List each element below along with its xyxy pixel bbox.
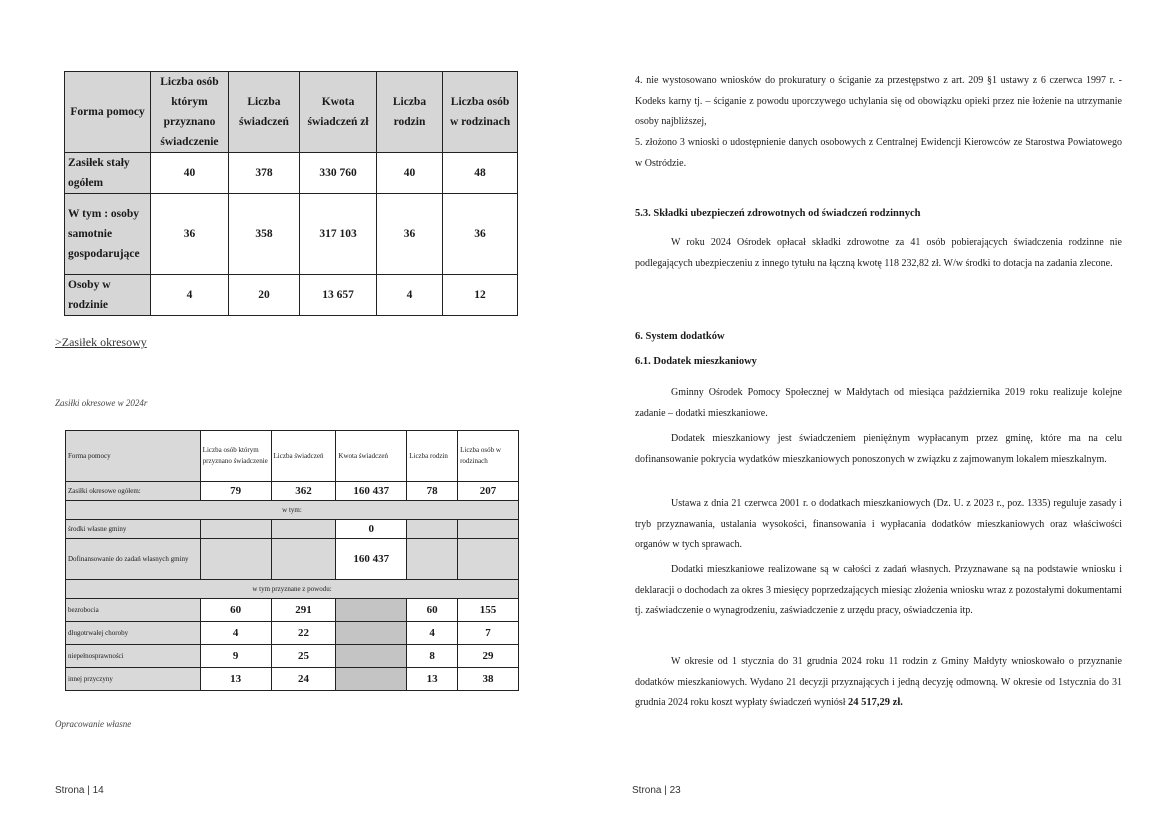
section-heading: 5.3. Składki ubezpieczeń zdrowotnych od świadczeń rodzinnych bbox=[635, 208, 921, 219]
table-header: Liczba osób w rodzinach bbox=[443, 72, 518, 153]
table-cell: 60 bbox=[407, 599, 458, 622]
table-cell bbox=[336, 622, 407, 645]
table-cell: 24 bbox=[271, 668, 336, 691]
table-header: Liczba osób którym przyznano świadczenie bbox=[200, 431, 271, 482]
table-cell bbox=[271, 539, 336, 580]
table-cell: 4 bbox=[200, 622, 271, 645]
section-heading: 6.1. Dodatek mieszkaniowy bbox=[635, 356, 757, 367]
source-note: Opracowanie własne bbox=[55, 719, 132, 729]
table-cell: 36 bbox=[376, 194, 442, 275]
table-cell: 40 bbox=[376, 153, 442, 194]
table-row bbox=[66, 482, 519, 501]
table-cell: 78 bbox=[407, 482, 458, 501]
table-cell: 4 bbox=[407, 622, 458, 645]
table-cell: 12 bbox=[443, 275, 518, 316]
table-row bbox=[66, 645, 519, 668]
row-label: Osoby w rodzinie bbox=[65, 275, 151, 316]
table-cell: 36 bbox=[443, 194, 518, 275]
row-label: innej przyczyny bbox=[66, 668, 201, 691]
table-cell: 13 bbox=[200, 668, 271, 691]
table-header: Liczba rodzin bbox=[376, 72, 442, 153]
paragraph: Dodatek mieszkaniowy jest świadczeniem pieniężnym wypłacanym przez gminę, które ma na celu dofinansowanie pokrycia wydatków mieszkaniowych ponoszonych w związku z zajmowanym lokalem mieszkalnym. bbox=[635, 433, 1122, 465]
housing-benefit-table bbox=[64, 71, 518, 316]
table-header: Forma pomocy bbox=[65, 72, 151, 153]
table-cell bbox=[336, 599, 407, 622]
table-header: Kwota świadczeń bbox=[336, 431, 407, 482]
paragraph: Gminny Ośrodek Pomocy Społecznej w Małdytach od miesiąca października 2019 roku realizuje kolejne zadanie – dodatki mieszkaniowe. bbox=[635, 387, 1122, 419]
row-label: Zasiłek stały ogółem bbox=[65, 153, 151, 194]
page-right bbox=[585, 0, 1170, 827]
table-cell: 160 437 bbox=[336, 482, 407, 501]
table-cell: 13 657 bbox=[300, 275, 377, 316]
paragraph-text: W okresie od 1 stycznia do 31 grudnia 2024 roku 11 rodzin z Gminy Małdyty wnioskowało o przyznanie dodatków mieszkaniowych. Wydano 21 decyzji przyznających i jedną decyzję odmowną. W okresie od 1stycznia do 31 grudnia 2024 roku koszt wypłaty świadczeń wyniósł bbox=[635, 656, 1122, 708]
section-heading: 6. System dodatków bbox=[635, 331, 725, 342]
table-cell: 25 bbox=[271, 645, 336, 668]
table-cell bbox=[200, 520, 271, 539]
page-number: Strona | 14 bbox=[55, 785, 104, 796]
table-cell: 207 bbox=[458, 482, 519, 501]
table-subheader: w tym przyznane z powodu: bbox=[66, 580, 519, 599]
table-cell bbox=[336, 668, 407, 691]
table-subheader-row bbox=[66, 580, 519, 599]
table-cell: 0 bbox=[336, 520, 407, 539]
table-row bbox=[66, 668, 519, 691]
table-cell: 291 bbox=[271, 599, 336, 622]
table-cell: 358 bbox=[228, 194, 299, 275]
table-row bbox=[65, 194, 518, 275]
table-cell: 4 bbox=[151, 275, 229, 316]
row-label: długotrwałej choroby bbox=[66, 622, 201, 645]
paragraph bbox=[635, 652, 1122, 714]
table-header: Kwota świadczeń zł bbox=[300, 72, 377, 153]
table-header: Liczba świadczeń bbox=[271, 431, 336, 482]
table-cell: 79 bbox=[200, 482, 271, 501]
table-cell bbox=[407, 539, 458, 580]
table-header-row bbox=[66, 431, 519, 482]
row-label: Dofinansowanie do zadań własnych gminy bbox=[66, 539, 201, 580]
table-cell: 9 bbox=[200, 645, 271, 668]
table-row bbox=[66, 539, 519, 580]
table-cell: 378 bbox=[228, 153, 299, 194]
table-row bbox=[66, 622, 519, 645]
section-link[interactable]: >Zasiłek okresowy bbox=[55, 335, 147, 349]
table-cell: 13 bbox=[407, 668, 458, 691]
table-cell: 40 bbox=[151, 153, 229, 194]
table-cell bbox=[458, 539, 519, 580]
row-label: Zasiłki okresowe ogółem: bbox=[66, 482, 201, 501]
table-cell: 36 bbox=[151, 194, 229, 275]
table-cell: 4 bbox=[376, 275, 442, 316]
row-label: W tym : osoby samotnie gospodarujące bbox=[65, 194, 151, 275]
page-number: Strona | 23 bbox=[632, 785, 681, 796]
table-cell bbox=[458, 520, 519, 539]
paragraph: W roku 2024 Ośrodek opłacał składki zdrowotne za 41 osób pobierających świadczenia rodzinne nie podlegających ubezpieczeniu z innego tytułu na łączną kwotę 118 232,82 zł. W/w środki to dotacja na zadania zlecone. bbox=[635, 237, 1122, 269]
row-label: niepełnosprawności bbox=[66, 645, 201, 668]
table-cell bbox=[200, 539, 271, 580]
table-cell: 7 bbox=[458, 622, 519, 645]
table-subheader: w tym: bbox=[66, 501, 519, 520]
row-label: środki własne gminy bbox=[66, 520, 201, 539]
table-cell: 8 bbox=[407, 645, 458, 668]
table-cell: 317 103 bbox=[300, 194, 377, 275]
paragraph: Dodatki mieszkaniowe realizowane są w całości z zadań własnych. Przyznawane są na podstawie wniosku i deklaracji o dochodach za okres 3 miesięcy poprzedzających miesiąc złożenia wniosku wraz z pozostałymi dokumentami tj. zaświadczenie o wynagrodzeniu, zaświadczenie z urzędu pracy, oświadczenia itp. bbox=[635, 564, 1122, 616]
table-cell: 20 bbox=[228, 275, 299, 316]
paragraph: Ustawa z dnia 21 czerwca 2001 r. o dodatkach mieszkaniowych (Dz. U. z 2023 r., poz. 1335) reguluje zasady i tryb przyznawania, ustalania wysokości, finansowania i wypłacania dodatków mieszkaniowych oraz właściwości organów w tych sprawach. bbox=[635, 498, 1122, 550]
table-row bbox=[65, 153, 518, 194]
table-header: Liczba osób którym przyznano świadczenie bbox=[151, 72, 229, 153]
table-cell: 160 437 bbox=[336, 539, 407, 580]
table-header: Forma pomocy bbox=[66, 431, 201, 482]
list-item: 5. złożono 3 wnioski o udostępnienie danych osobowych z Centralnej Ewidencji Kierowców ze Starostwa Powiatowego w Ostródzie. bbox=[635, 137, 1122, 169]
periodic-benefit-table bbox=[65, 430, 519, 691]
table-header: Liczba osób w rodzinach bbox=[458, 431, 519, 482]
table-row bbox=[66, 599, 519, 622]
table-cell bbox=[407, 520, 458, 539]
table-subheader-row bbox=[66, 501, 519, 520]
table-cell bbox=[271, 520, 336, 539]
table-cell: 29 bbox=[458, 645, 519, 668]
table-cell: 330 760 bbox=[300, 153, 377, 194]
table-caption: Zasiłki okresowe w 2024r bbox=[55, 398, 148, 408]
table-cell: 362 bbox=[271, 482, 336, 501]
table-header: Liczba rodzin bbox=[407, 431, 458, 482]
table-cell: 22 bbox=[271, 622, 336, 645]
table-header: Liczba świadczeń bbox=[228, 72, 299, 153]
table-cell: 60 bbox=[200, 599, 271, 622]
amount-value: 24 517,29 zł. bbox=[848, 697, 903, 708]
row-label: bezrobocia bbox=[66, 599, 201, 622]
table-row bbox=[66, 520, 519, 539]
table-cell: 48 bbox=[443, 153, 518, 194]
table-cell bbox=[336, 645, 407, 668]
table-row bbox=[65, 275, 518, 316]
table-cell: 38 bbox=[458, 668, 519, 691]
table-cell: 155 bbox=[458, 599, 519, 622]
list-item: 4. nie wystosowano wniosków do prokuratury o ściganie za przestępstwo z art. 209 §1 ustawy z 6 czerwca 1997 r. - Kodeks karny tj. – ściganie z powodu uporczywego uchylania się od obowiązku opieki przez nie łożenie na utrzymanie osoby najbliższej, bbox=[635, 75, 1122, 127]
